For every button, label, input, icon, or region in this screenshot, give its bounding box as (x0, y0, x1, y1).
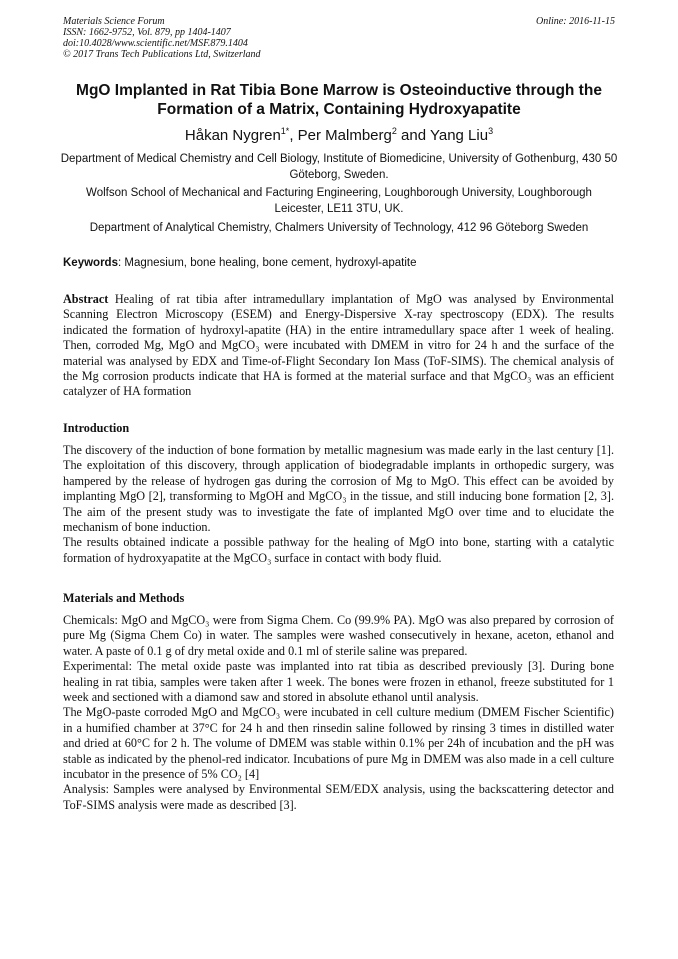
journal-name: Materials Science Forum (63, 16, 165, 27)
keywords-text: : Magnesium, bone healing, bone cement, hydroxyl-apatite (117, 257, 417, 269)
author-affiliation-mark: 3 (488, 126, 494, 136)
journal-header (63, 16, 261, 60)
author-name: Per Malmberg (297, 127, 392, 144)
journal-doi: doi:10.4028/www.scientific.net/MSF.879.1404 (63, 38, 248, 49)
keywords (63, 256, 618, 271)
paper-title: MgO Implanted in Rat Tibia Bone Marrow is Osteoinductive through the Formation of a Matrix, Containing Hydroxyapatite (76, 82, 602, 118)
author-name: Håkan Nygren (184, 127, 281, 144)
paragraph: Experimental: The metal oxide paste was implanted into rat tibia as described previously [3]. During bone healing in rat tibia, samples were taken after 1 week. The bones were frozen in ethanol, freeze substituted for 1 week and sectioned with a diamond saw and stored in absolute ethanol until analysis. (63, 659, 614, 705)
section-heading-methods: Materials and Methods (63, 591, 185, 605)
abstract-label: Abstract (63, 292, 109, 306)
abstract (63, 292, 614, 400)
paragraph: The MgO-paste corroded MgO and MgCO₃ were incubated in cell culture medium (DMEM Fischer Scientific) in a humified chamber at 37°C for 24 h and then rinsedin saline followed by rinsing 3 times in distilled water and dried at 60°C for 2 h. The volume of DMEM was stable within 0.1% per 24h of incubation and the pH was stable as indicated by the phenol-red indicator. Incubations of pure Mg in DMEM was also made in a cell culture incubator in the presence of 5% CO₂ [4] (63, 705, 614, 782)
section-heading-introduction: Introduction (63, 421, 130, 435)
affiliation-1: Department of Medical Chemistry and Cell Biology, Institute of Biomedicine, University of Gothenburg, 430 50 Göteborg, Sweden. (60, 153, 618, 181)
affiliation-3: Department of Analytical Chemistry, Chalmers University of Technology, 412 96 Göteborg Sweden (89, 222, 589, 234)
paragraph: The results obtained indicate a possible pathway for the healing of MgO into bone, starting with a catalytic formation of hydroxyapatite at the MgCO₃ surface in contact with body fluid. (63, 535, 614, 565)
paragraph: The discovery of the induction of bone formation by metallic magnesium was made early in the last century [1]. The exploitation of this discovery, through application of biodegradable implants in orthopedic surgery, was hampered by the release of hydrogen gas during the corrosion of Mg to MgO. This effect can be avoided by implanting MgO [2], transforming to MgOH and MgCO₃ in the tissue, and still inducing bone formation [2, 3]. The aim of the present study was to investigate the fate of implanted MgO over time and to elucidate the mechanism of bone induction. (63, 443, 614, 535)
author-list (40, 122, 638, 145)
abstract-text: Healing of rat tibia after intramedullary implantation of MgO was analysed by Environmental Scanning Electron Microscopy (ESEM) and Energy-Dispersive X-ray spectroscopy (EDX). The results indicated the formation of hydroxyl-apatite (HA) in the entire intramedullary space after 1 week of healing. Then, corroded Mg, MgO and MgCO₃ were incubated with DMEM in vitro for 24 h and the surface of the material was analysed by EDX and Time-of-Flight Secondary Ion Mass (ToF-SIMS). The chemical analysis of the Mg corrosion products indicate that HA is formed at the material surface and that MgCO₃ was an efficient catalyzer of HA formation (63, 292, 614, 399)
author-separator: , (289, 127, 298, 144)
paragraph: Chemicals: MgO and MgCO₃ were from Sigma Chem. Co (99.9% PA). MgO was also prepared by corrosion of pure Mg (Sigma Chem Co) in water. The samples were washed consecutively in hexane, aceton, ethanol and water. A paste of 0.1 g of dry metal oxide and 0.1 ml of sterile saline was prepared. (63, 613, 614, 658)
methods-body (63, 613, 614, 813)
author-affiliation-mark: 1* (280, 126, 290, 136)
paragraph: Analysis: Samples were analysed by Environmental SEM/EDX analysis, using the backscattering detector and ToF-SIMS analysis were made as described [3]. (63, 782, 614, 812)
author-affiliation-mark: 2 (391, 126, 397, 136)
affiliation-2: Wolfson School of Mechanical and Facturing Engineering, Loughborough University, Loughborough Leicester, LE11 3TU, UK. (86, 187, 592, 215)
journal-copyright: © 2017 Trans Tech Publications Ltd, Switzerland (63, 49, 261, 60)
journal-issn: ISSN: 1662-9752, Vol. 879, pp 1404-1407 (63, 27, 231, 38)
introduction-body (63, 443, 614, 566)
author-name: Yang Liu (429, 127, 489, 144)
keywords-label: Keywords (63, 257, 118, 269)
online-date: Online: 2016-11-15 (536, 16, 615, 27)
author-separator: and (396, 127, 430, 144)
